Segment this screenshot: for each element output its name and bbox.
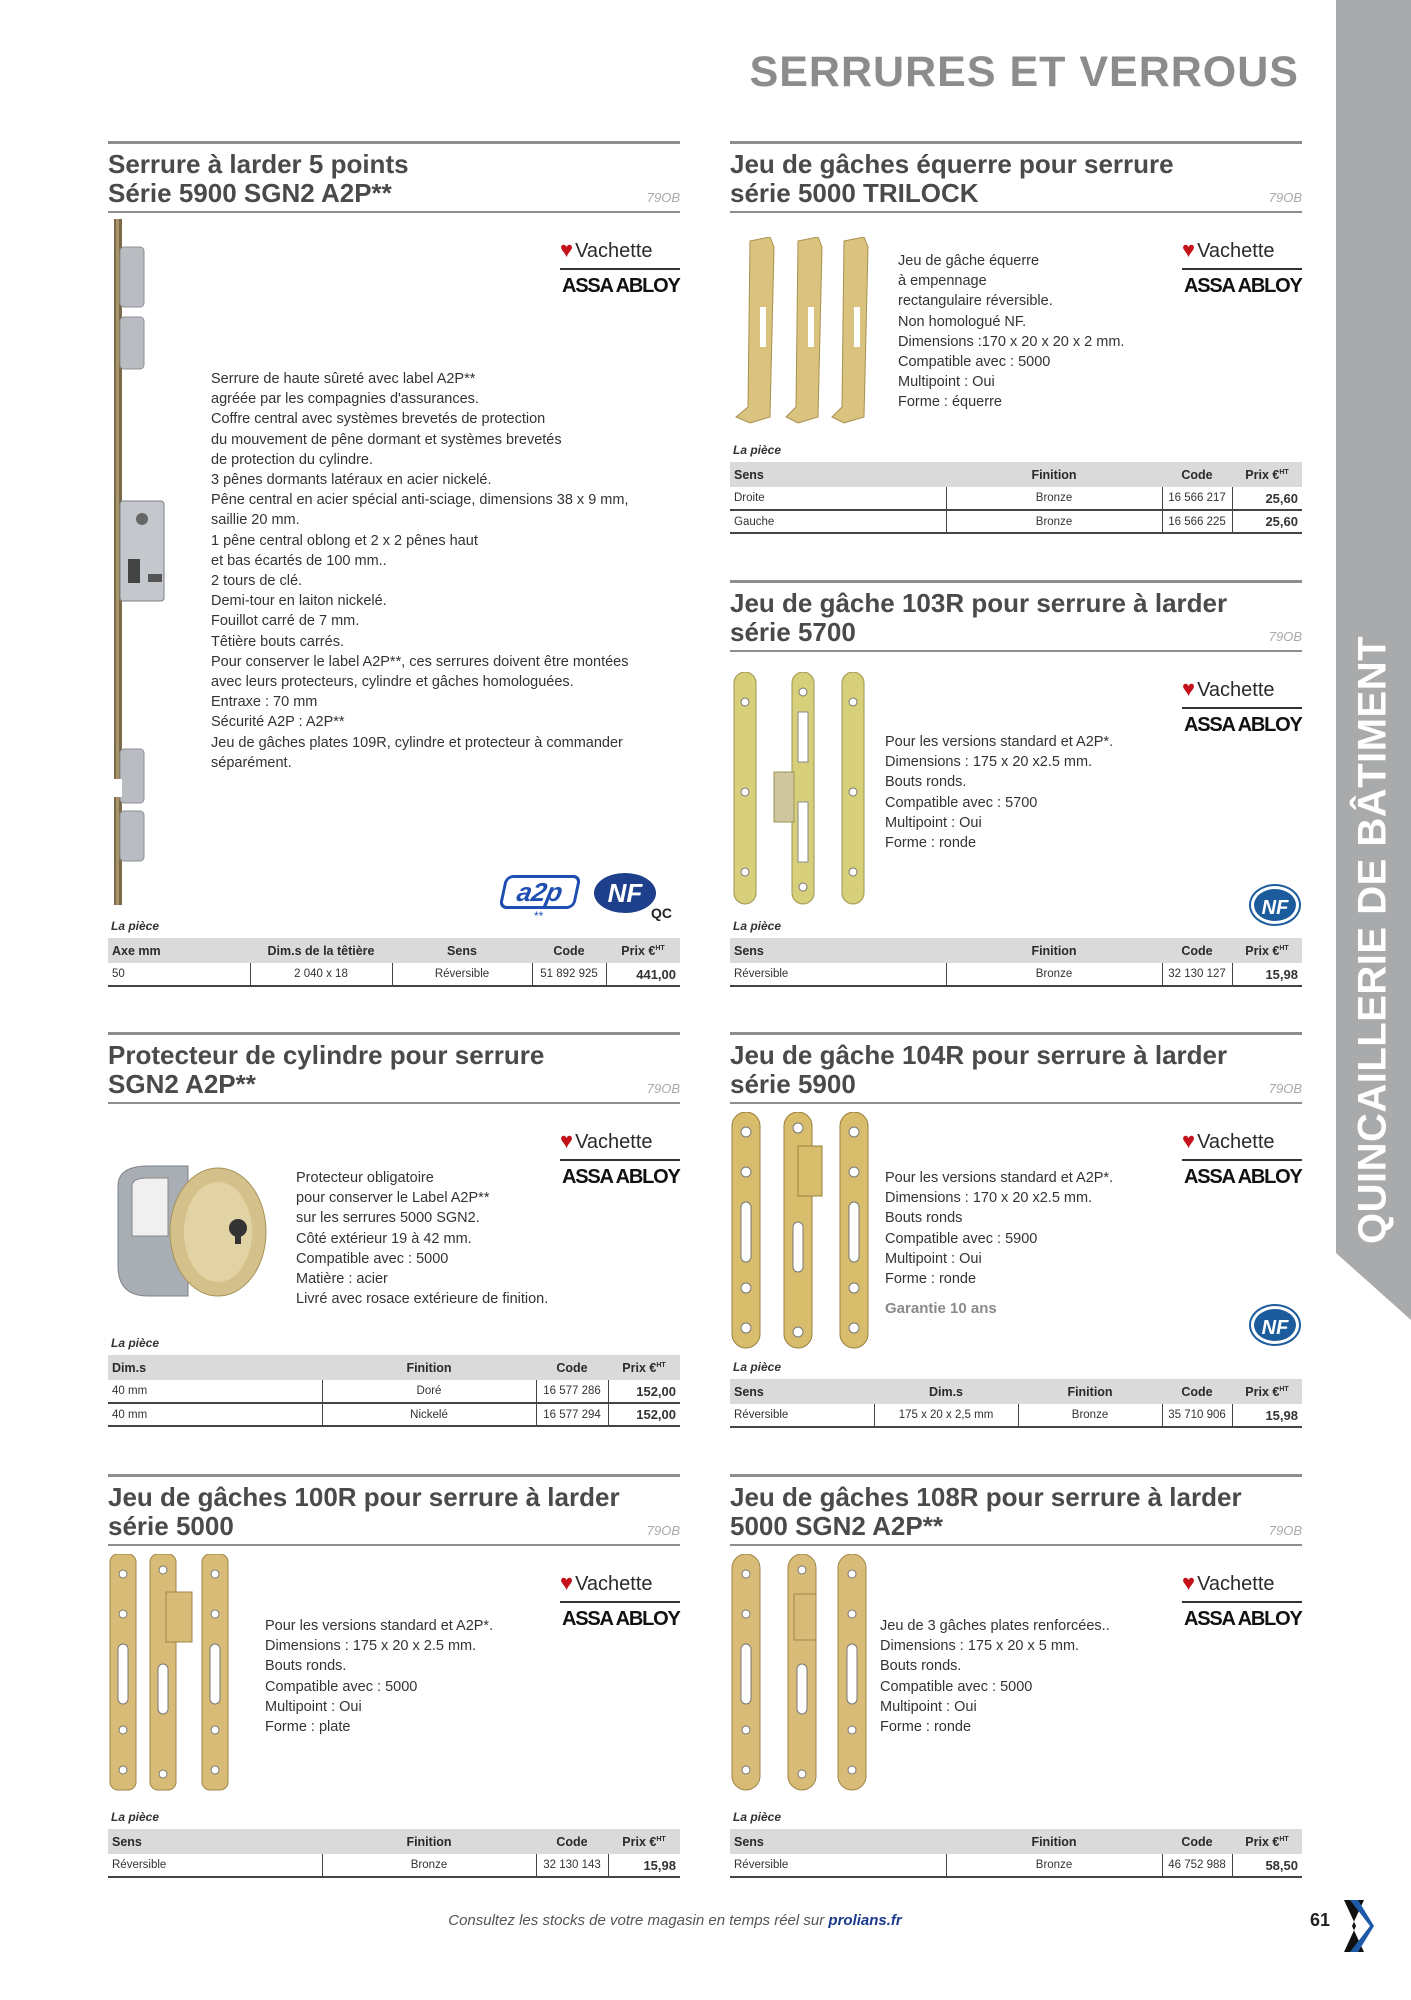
product-gaches-equerre	[730, 141, 1302, 541]
brand-logo: ♥ Vachette ASSA ABLOY	[560, 1128, 680, 1188]
nf-qc-certification-icon: NF QC	[594, 873, 658, 917]
vachette-heart-icon: ♥	[1182, 1570, 1196, 1595]
product-title-bar	[108, 1474, 680, 1546]
unit-label: La pièce	[111, 1336, 160, 1350]
product-ref: 79OB	[1268, 1523, 1302, 1538]
product-title-bar	[730, 141, 1302, 213]
table-row: Réversible Bronze 32 130 143 15,98	[108, 1854, 680, 1877]
product-table: Axe mm Dim.s de la têtière Sens Code Prix €$^{HT}$ 50 2 040 x 18 Réversible 51 892 925 441,00	[108, 938, 680, 987]
chevron-right-icon	[1340, 1898, 1374, 1954]
product-title-bar	[730, 1474, 1302, 1546]
unit-label: La pièce	[733, 919, 782, 933]
unit-label: La pièce	[111, 919, 160, 933]
product-table: Sens Finition Code Prix €$^{HT}$ Réversible Bronze 46 752 988 58,50	[730, 1829, 1302, 1878]
brand-logo: ♥ Vachette ASSA ABLOY	[1182, 237, 1302, 297]
vachette-heart-icon: ♥	[1182, 1128, 1196, 1153]
strike-plates-image	[730, 237, 890, 427]
strike-plates-image	[730, 1112, 880, 1352]
vachette-heart-icon: ♥	[560, 1128, 574, 1153]
vachette-heart-icon: ♥	[1182, 237, 1196, 262]
table-row: 40 mm Doré 16 577 286 152,00	[108, 1380, 680, 1403]
cylinder-protector-image	[108, 1156, 268, 1306]
product-title-bar	[108, 141, 680, 213]
strike-plates-image	[730, 1554, 880, 1794]
product-table: Sens Finition Code Prix €$^{HT}$ Réversible Bronze 32 130 143 15,98	[108, 1829, 680, 1878]
table-row: Gauche Bronze 16 566 225 25,60	[730, 510, 1302, 533]
product-gache-103r	[730, 580, 1302, 990]
a2p-certification-icon: a2p **	[502, 875, 580, 919]
product-gaches-100r	[108, 1474, 680, 1894]
product-gache-104r	[730, 1032, 1302, 1442]
table-row: Réversible 175 x 20 x 2,5 mm Bronze 35 710 906 15,98	[730, 1404, 1302, 1427]
product-table: Dim.s Finition Code Prix €$^{HT}$ 40 mm Doré 16 577 286 152,00 40 mm Nickelé 16 577 294 152,00	[108, 1355, 680, 1427]
product-ref: 79OB	[646, 190, 680, 205]
lock-image	[108, 219, 168, 905]
product-title: Serrure à larder 5 points Série 5900 SGN2 A2P**	[108, 149, 409, 208]
product-table: Sens Dim.s Finition Code Prix €$^{HT}$ Réversible 175 x 20 x 2,5 mm Bronze 35 710 906 15,98	[730, 1379, 1302, 1428]
product-description: Protecteur obligatoire pour conserver le Label A2P** sur les serrures 5000 SGN2. Côté extérieur 19 à 42 mm. Compatible avec : 5000 Matière : acier Livré avec rosace extérieure de finition.	[296, 1170, 549, 1308]
unit-label: La pièce	[111, 1810, 160, 1824]
product-title-bar	[108, 1032, 680, 1104]
product-title: Jeu de gâche 104R pour serrure à larder série 5900	[730, 1040, 1228, 1099]
prolians-link[interactable]: prolians.fr	[828, 1912, 902, 1929]
table-row: Droite Bronze 16 566 217 25,60	[730, 487, 1302, 510]
product-title: Jeu de gâches 100R pour serrure à larder série 5000	[108, 1482, 620, 1541]
product-ref: 79OB	[1268, 190, 1302, 205]
page-title: SERRURES ET VERROUS	[749, 48, 1299, 96]
guarantee-label: Garantie 10 ans	[885, 1300, 997, 1317]
product-description: Serrure de haute sûreté avec label A2P** agréée par les compagnies d'assurances. Coffre central avec systèmes brevetés de protection du mouvement de pêne dormant et systèmes brevetés de protection du cylindre. 3 pênes dormants latéraux en acier nickelé. Pêne central en acier spécial anti-sciage, dimensions 38 x 9 mm, saillie 20 mm. 1 pêne central oblong et 2 x 2 pênes haut et bas écartés de 100 mm.. 2 tours de clé. Demi-tour en laiton nickelé. Fouillot carré de 7 mm. Têtière bouts carrés. Pour conserver le label A2P**, ces serrures doivent être montées avec leurs protecteurs, cylindre et gâches homologuées. Entraxe : 70 mm Sécurité A2P : A2P** Jeu de gâches plates 109R, cylindre et protecteur à commander séparément.	[211, 371, 629, 771]
product-description: Pour les versions standard et A2P*. Dimensions : 170 x 20 x2.5 mm. Bouts ronds Compatible avec : 5900 Multipoint : Oui Forme : ronde	[885, 1170, 1114, 1288]
product-protecteur-cylindre	[108, 1032, 680, 1442]
table-row: Réversible Bronze 46 752 988 58,50	[730, 1854, 1302, 1877]
product-description: Jeu de gâche équerre à empennage rectangulaire réversible. Non homologué NF. Dimensions :170 x 20 x 20 x 2 mm. Compatible avec : 5000 Multipoint : Oui Forme : équerre	[898, 253, 1125, 411]
footer: Consultez les stocks de votre magasin en temps réel sur prolians.fr	[448, 1912, 902, 1929]
brand-logo: ♥ Vachette ASSA ABLOY	[1182, 676, 1302, 736]
page-number: 61	[1310, 1910, 1331, 1930]
nf-certification-icon: NF	[1251, 886, 1299, 924]
vachette-heart-icon: ♥	[560, 1570, 574, 1595]
product-title: Jeu de gâche 103R pour serrure à larder série 5700	[730, 588, 1228, 647]
product-serrure-5900	[108, 141, 680, 991]
strike-plates-image	[730, 672, 880, 908]
brand-logo: ♥ Vachette ASSA ABLOY	[560, 1570, 680, 1630]
unit-label: La pièce	[733, 1360, 782, 1374]
product-ref: 79OB	[646, 1081, 680, 1096]
product-description: Pour les versions standard et A2P*. Dimensions : 175 x 20 x 2.5 mm. Bouts ronds. Compatible avec : 5000 Multipoint : Oui Forme : plate	[265, 1618, 494, 1736]
product-title-bar	[730, 1032, 1302, 1104]
side-tab-label: QUINCAILLERIE DE BÂTIMENT	[1350, 635, 1395, 1245]
brand-logo: ♥ Vachette ASSA ABLOY	[560, 237, 680, 297]
unit-label: La pièce	[733, 443, 782, 457]
brand-logo: ♥ Vachette ASSA ABLOY	[1182, 1128, 1302, 1188]
product-ref: 79OB	[1268, 1081, 1302, 1096]
product-ref: 79OB	[646, 1523, 680, 1538]
product-title-bar	[730, 580, 1302, 652]
product-title: Protecteur de cylindre pour serrure SGN2 A2P**	[108, 1040, 545, 1099]
table-row: 40 mm Nickelé 16 577 294 152,00	[108, 1403, 680, 1426]
vachette-heart-icon: ♥	[1182, 676, 1196, 701]
product-ref: 79OB	[1268, 629, 1302, 644]
table-row: Réversible Bronze 32 130 127 15,98	[730, 963, 1302, 986]
product-gaches-108r	[730, 1474, 1302, 1894]
product-title: Jeu de gâches 108R pour serrure à larder 5000 SGN2 A2P**	[730, 1482, 1242, 1541]
product-title: Jeu de gâches équerre pour serrure série 5000 TRILOCK	[730, 149, 1174, 208]
unit-label: La pièce	[733, 1810, 782, 1824]
product-description: Pour les versions standard et A2P*. Dimensions : 175 x 20 x2.5 mm. Bouts ronds. Compatible avec : 5700 Multipoint : Oui Forme : ronde	[885, 734, 1114, 852]
strike-plates-image	[108, 1554, 238, 1794]
vachette-heart-icon: ♥	[560, 237, 574, 262]
product-table: Sens Finition Code Prix €$^{HT}$ Droite Bronze 16 566 217 25,60 Gauche Bronze 16 566 225 25,60	[730, 462, 1302, 534]
product-description: Jeu de 3 gâches plates renforcées.. Dimensions : 175 x 20 x 5 mm. Bouts ronds. Compatible avec : 5000 Multipoint : Oui Forme : ronde	[880, 1618, 1110, 1736]
brand-logo: ♥ Vachette ASSA ABLOY	[1182, 1570, 1302, 1630]
table-row: 50 2 040 x 18 Réversible 51 892 925 441,00	[108, 963, 680, 986]
product-table: Sens Finition Code Prix €$^{HT}$ Réversible Bronze 32 130 127 15,98	[730, 938, 1302, 987]
nf-certification-icon: NF	[1251, 1306, 1299, 1344]
